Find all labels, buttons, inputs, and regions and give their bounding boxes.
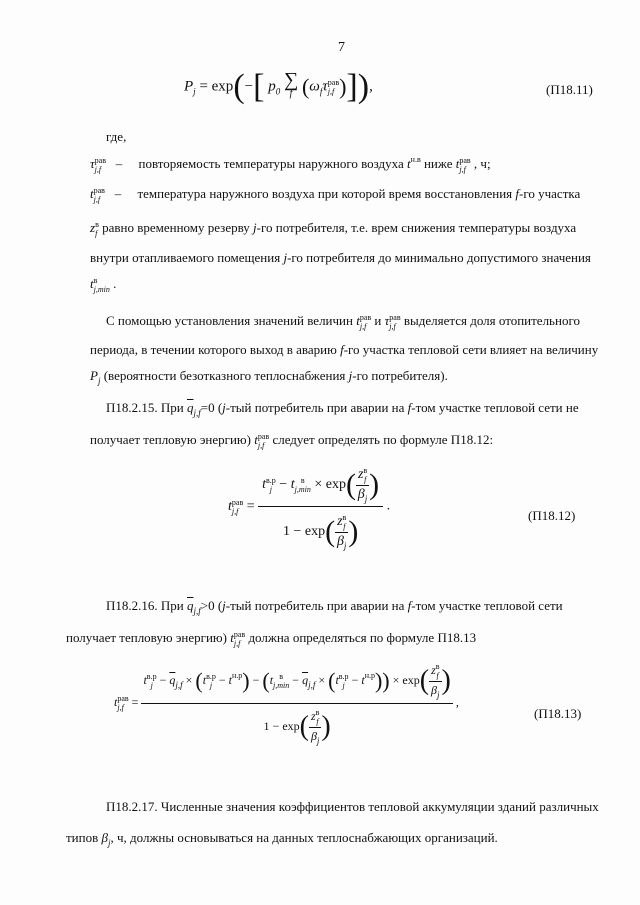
equation-label-p18-12: (П18.12) (528, 508, 576, 523)
paragraph-values: С помощью установления значений величин t рав j,f и τ рав j,f выделяется доля отопительного (106, 313, 580, 332)
equation-label-p18-11: (П18.11) (546, 82, 593, 97)
paragraph-p18-2-15: П18.2.15. При $\overline{q}_{j,f}=0$ (j-тый потребитель при аварии на f-том участке тепловой сети не (106, 400, 579, 418)
formula-p18-12: t рав j,f = t в.р j − t в j,min × exp( z в f $\beta_j$ ) 1 − exp( z в f $\beta_j$ ) . (228, 462, 390, 551)
page-number: 7 (338, 40, 345, 55)
formula-p18-13: t рав j,f = t в.р j − $\overline{q}_{j,f} \times (t$ в.р j − $t^{н.р}) - (t$ в j,min − $\overline{q}_{j,f} \times (t$ в.р j − $t^{н.р})) \times \exp$( z в f $\beta_j$ ) 1 − exp( z в f $\beta_j$ ) , (114, 662, 459, 746)
paragraph-values-line3: $P_j$ (вероятности безотказного теплоснабжения j-го потребителя). (90, 368, 448, 386)
fraction-p18-12: t в.р j − t в j,min × exp( z в f $\beta_j$ ) 1 − exp( z в f $\beta_j$ ) (258, 462, 383, 551)
fraction-p18-13: t в.р j − $\overline{q}_{j,f} \times (t$ в.р j − $t^{н.р}) - (t$ в j,min − $\overline{q}_{j,f} \times (t$ в.р j − $t^{н.р})) \times \exp$( z в f $\beta_j$ ) 1 − exp( z в f $\beta_j$ ) (143, 662, 451, 746)
paragraph-p18-2-17: П18.2.17. Численные значения коэффициентов тепловой аккумуляции зданий различных (106, 799, 599, 814)
definition-t-rav-line4: t в j,min . (90, 276, 117, 295)
paragraph-p18-2-17-line2: типов $\beta_j$, ч, должны основываться на данных теплоснабжающих организаций. (66, 830, 498, 848)
paragraph-p18-2-16: П18.2.16. При $\overline{q}_{j,f}>0$ (j-тый потребитель при аварии на f-том участке тепловой сети (106, 598, 563, 616)
definition-t-rav-line3: внутри отапливаемого помещения j-го потребителя до минимально допустимого значения (90, 250, 591, 265)
definition-t-rav-line2: z в f равно временному резерву j-го потребителя, т.е. врем снижения температуры воздуха (90, 220, 577, 239)
equation-label-p18-13: (П18.13) (534, 706, 582, 721)
definition-tau: τ рав j,f – повторяемость температуры наружного воздуха $t^{н.в}$ ниже t рав j,f , ч; (90, 155, 491, 175)
paragraph-p18-2-16-line2: получает тепловую энергию) t рав j,f должна определяться по формуле П18.13 (66, 630, 477, 649)
paragraph-p18-2-15-line2: получает тепловую энергию) t рав j,f следует определять по формуле П18.12: (90, 432, 494, 451)
definition-t-rav: t рав j,f – температура наружного воздуха при которой время восстановления f-го участка (90, 186, 581, 205)
formula-p18-11: $P_j = \exp(-$[ $p_0$ ∑ f ($\omega_f\tau$ рав j,f )]), (184, 68, 373, 105)
where-label: где, (106, 129, 127, 144)
paragraph-values-line2: периода, в течении которого выход в аварию f-го участка тепловой сети влияет на величину (90, 342, 599, 357)
